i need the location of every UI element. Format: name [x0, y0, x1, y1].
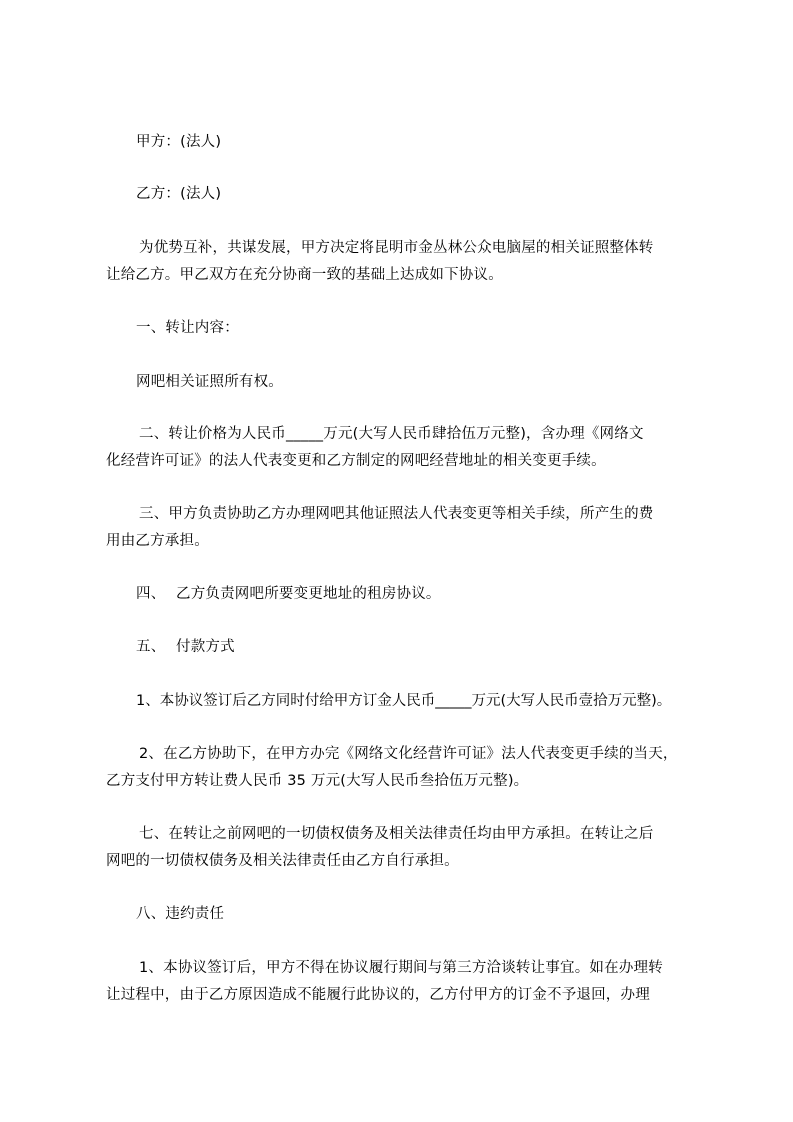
section-8-item-1-line-1: 1、本协议签订后，甲方不得在协议履行期间与第三方洽谈转让事宜。如在办理转 — [139, 960, 663, 976]
party-b: 乙方：(法人) — [136, 186, 222, 202]
section-8-item-1-line-2: 让过程中，由于乙方原因造成不能履行此协议的，乙方付甲方的订金不予退回，办理 — [106, 987, 650, 1003]
section-5-item-1: 1、本协议签订后乙方同时付给甲方订金人民币_____万元(大写人民币壹拾万元整)。 — [136, 693, 672, 709]
intro-line-1: 为优势互补，共谋发展，甲方决定将昆明市金丛林公众电脑屋的相关证照整体转 — [139, 240, 654, 256]
section-2-line-1: 二、转让价格为人民币_____万元(大写人民币肆拾伍万元整)，含办理《网络文 — [139, 426, 644, 442]
section-3-line-2: 用由乙方承担。 — [106, 533, 209, 549]
section-1-heading: 一、转让内容： — [136, 320, 239, 336]
section-7-line-1: 七、在转让之前网吧的一切债权债务及相关法律责任均由甲方承担。在转让之后 — [139, 826, 654, 842]
section-5-item-2-line-2: 乙方支付甲方转让费人民币 35 万元(大写人民币叁拾伍万元整)。 — [106, 773, 529, 789]
section-8-heading: 八、违约责任 — [136, 906, 225, 922]
section-7-line-2: 网吧的一切债权债务及相关法律责任由乙方自行承担。 — [106, 853, 459, 869]
section-5-item-2-line-1: 2、在乙方协助下，在甲方办完《网络文化经营许可证》法人代表变更手续的当天， — [139, 746, 678, 762]
section-4-number: 四、 — [136, 586, 166, 602]
section-2-line-2: 化经营许可证》的法人代表变更和乙方制定的网吧经营地址的相关变更手续。 — [106, 453, 606, 469]
section-1-body: 网吧相关证照所有权。 — [136, 374, 283, 390]
party-a: 甲方：(法人) — [136, 134, 222, 150]
section-4-text: 乙方负责网吧所要变更地址的租房协议。 — [176, 586, 441, 602]
intro-line-2: 让给乙方。甲乙双方在充分协商一致的基础上达成如下协议。 — [106, 267, 503, 283]
section-3-line-1: 三、甲方负责协助乙方办理网吧其他证照法人代表变更等相关手续，所产生的费 — [139, 506, 654, 522]
section-5-text: 付款方式 — [176, 639, 235, 655]
section-5-number: 五、 — [136, 639, 166, 655]
